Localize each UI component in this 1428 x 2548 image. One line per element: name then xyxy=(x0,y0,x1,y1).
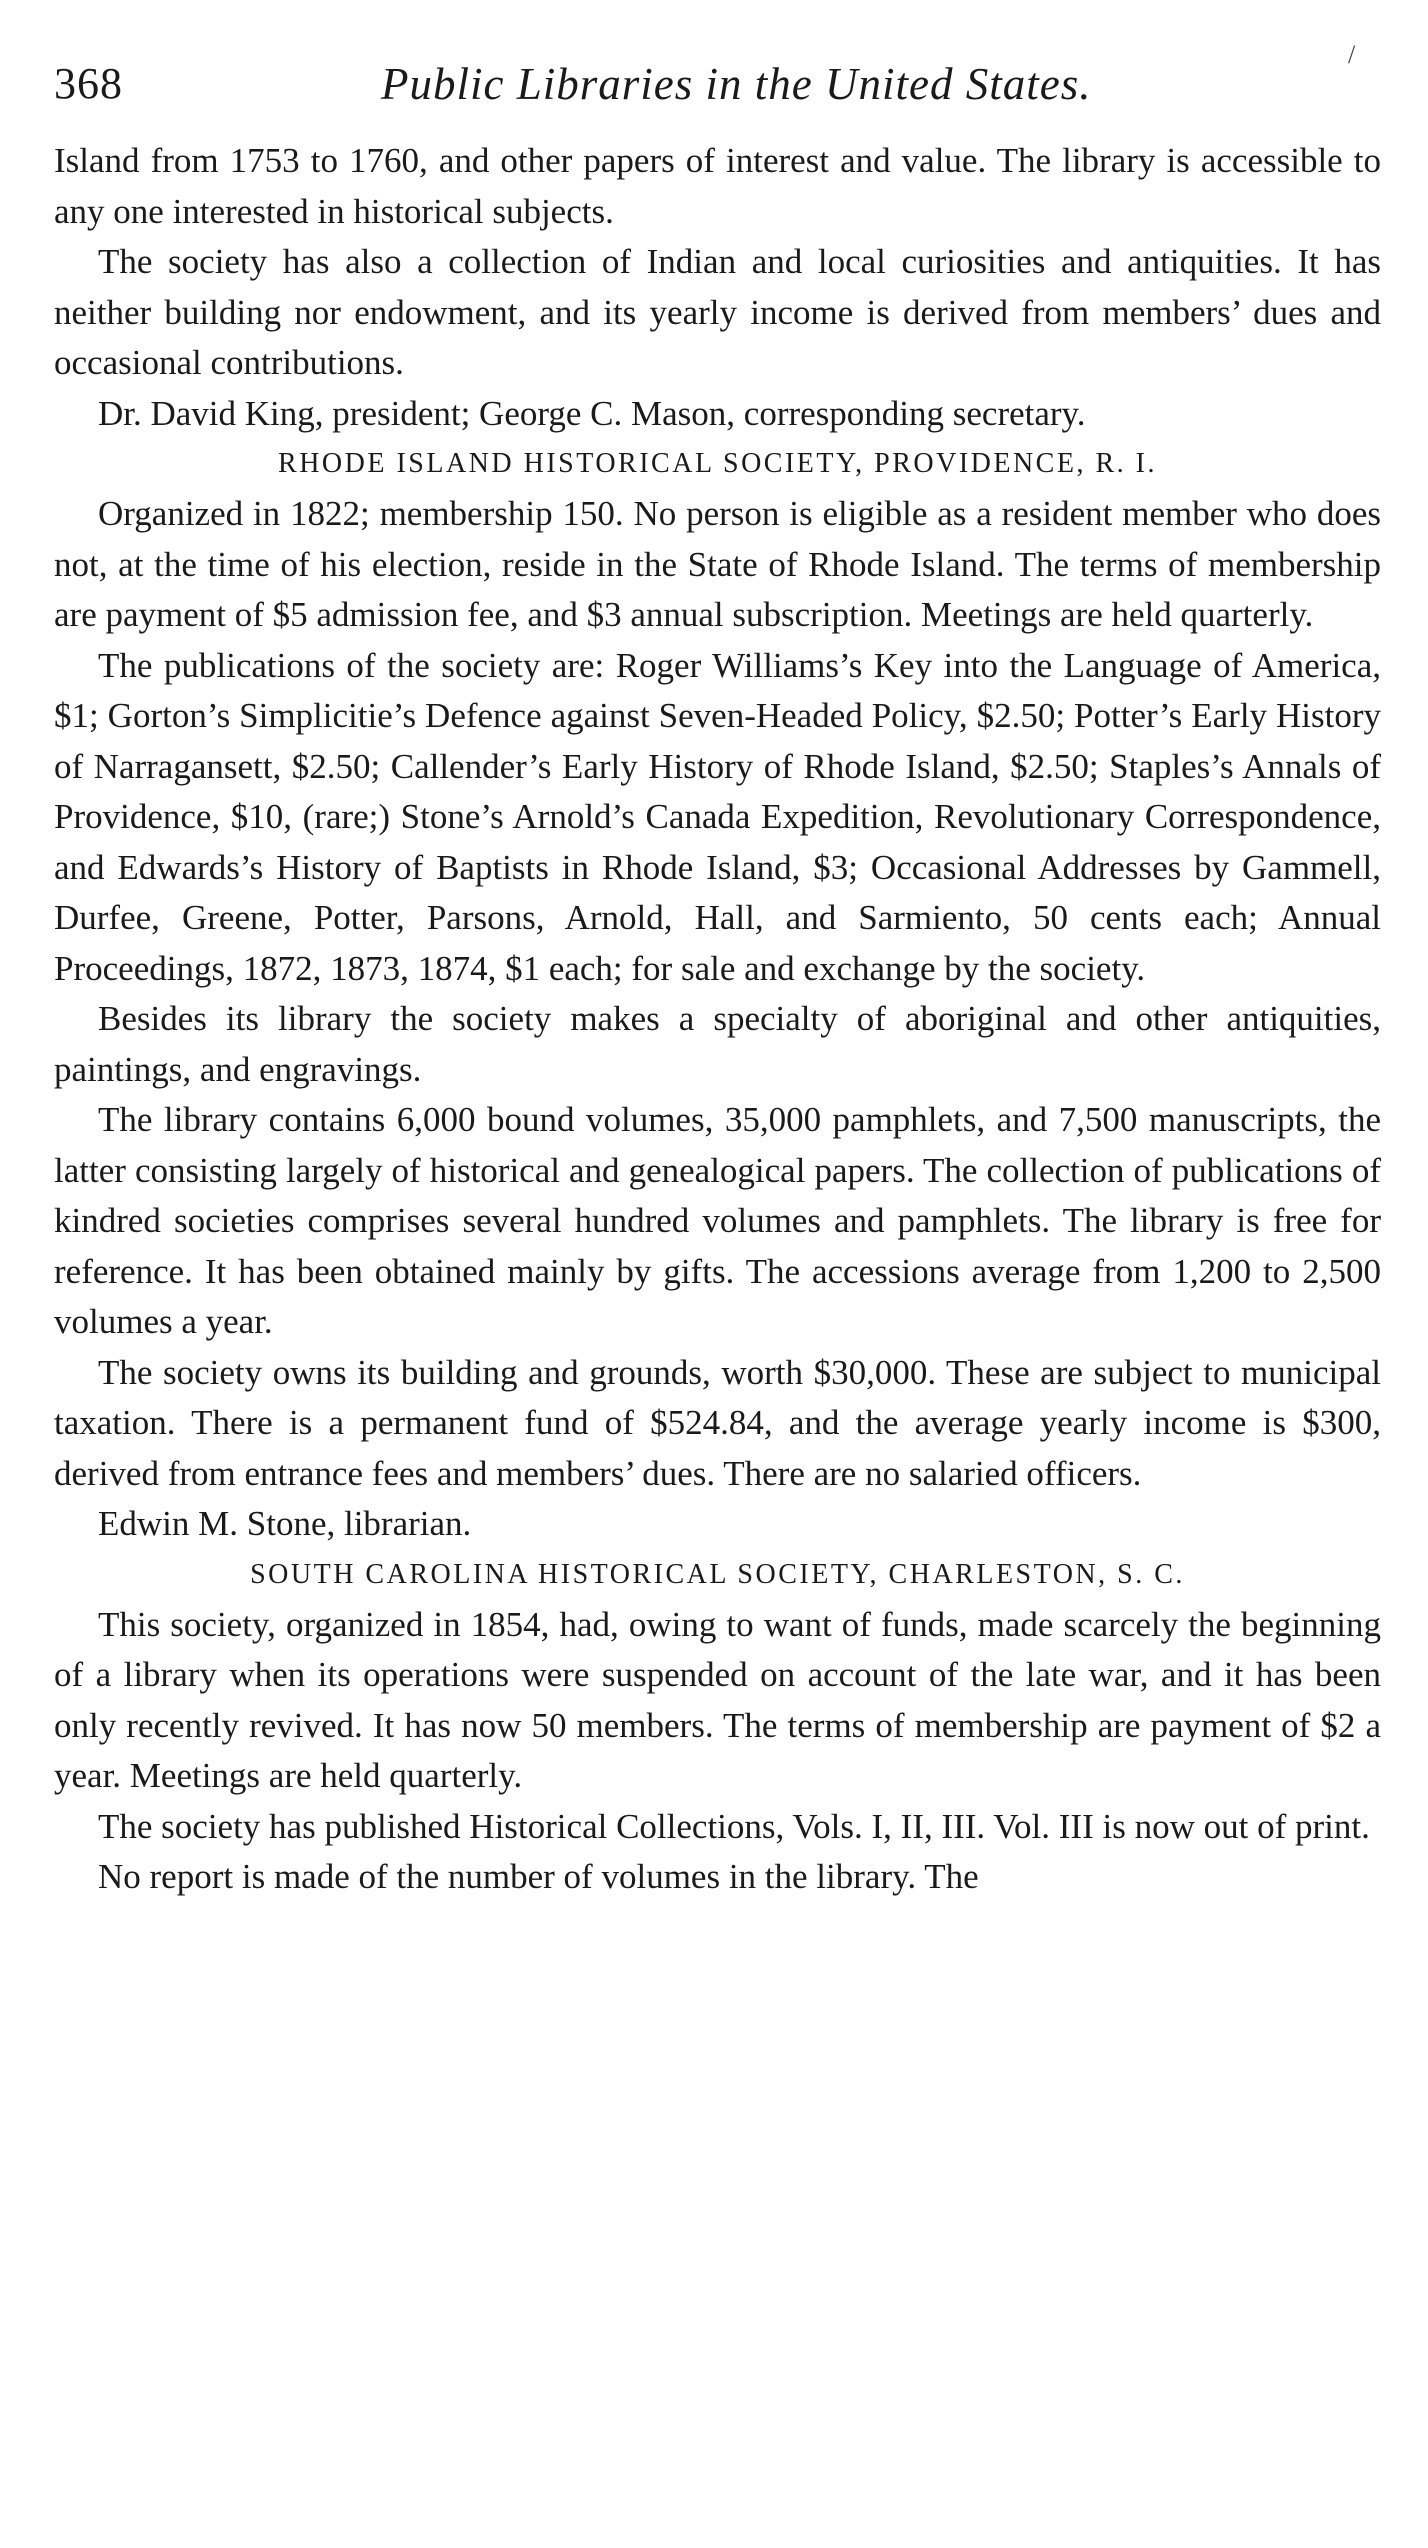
librarian-line: Edwin M. Stone, librarian. xyxy=(98,1504,472,1543)
running-title: Public Libraries in the United States. xyxy=(381,59,1092,109)
paragraph: Island from 1753 to 1760, and other papers of interest and value. The library is accessible to any one interested in historical subjects. xyxy=(54,141,1381,231)
paragraph: The library contains 6,000 bound volumes, 35,000 pamphlets, and 7,500 manuscripts, the latter consisting largely of historical and genealogical papers. The collection of publications of kindred societies comprises several hundred volumes and pamphlets. The library is free for reference. It has been obtained mainly by gifts. The accessions average from 1,200 to 2,500 volumes a year. xyxy=(54,1100,1381,1341)
body-text xyxy=(54,136,1381,1903)
paragraph: The society owns its building and grounds, worth $30,000. These are subject to municipal taxation. There is a permanent fund of $524.84, and the average yearly income is $300, derived from entrance fees and members’ dues. There are no salaried officers. xyxy=(54,1352,1381,1493)
section-heading-south-carolina: SOUTH CAROLINA HISTORICAL SOCIETY, CHARLESTON, S. C. xyxy=(250,1558,1185,1590)
stray-mark: / xyxy=(1348,40,1356,69)
paragraph: This society, organized in 1854, had, owing to want of funds, made scarcely the beginning of a library when its operations were suspended on account of the late war, and it has been only recently revived. It has now 50 members. The terms of membership are payment of $2 a year. Meetings are held quarterly. xyxy=(54,1604,1381,1795)
paragraph: Organized in 1822; membership 150. No person is eligible as a resident member who does not, at the time of his election, reside in the State of Rhode Island. The terms of membership are payment of $5 admission fee, and $3 annual subscription. Meetings are held quarterly. xyxy=(54,494,1381,634)
paragraph: The society has published Historical Collections, Vols. I, II, III. Vol. III is now out of print. xyxy=(98,1806,1370,1846)
paragraph: Dr. David King, president; George C. Mason, corresponding secretary. xyxy=(98,393,1086,433)
page-number: 368 xyxy=(54,59,123,108)
paragraph: Besides its library the society makes a specialty of aboriginal and other antiquities, paintings, and engravings. xyxy=(54,999,1381,1089)
running-header xyxy=(54,58,1374,118)
paragraph: The society has also a collection of Indian and local curiosities and antiquities. It has neither building nor endowment, and its yearly income is derived from members’ dues and occasional contributions. xyxy=(54,242,1381,382)
paragraph: The publications of the society are: Roger Williams’s Key into the Language of America, $1; Gorton’s Simplicitie’s Defence against Seven-Headed Policy, $2.50; Potter’s Early History of Narragansett, $2.50; Callender’s Early History of Rhode Island, $2.50; Staples’s Annals of Providence, $10, (rare;) Stone’s Arnold’s Canada Expedition, Revolutionary Correspondence, and Edwards’s History of Baptists in Rhode Island, $3; Occasional Addresses by Gammell, Durfee, Greene, Potter, Parsons, Arnold, Hall, and Sarmiento, 50 cents each; Annual Proceedings, 1872, 1873, 1874, $1 each; for sale and exchange by the society. xyxy=(54,645,1381,988)
paragraph: No report is made of the number of volumes in the library. The xyxy=(98,1857,979,1896)
section-heading-rhode-island: RHODE ISLAND HISTORICAL SOCIETY, PROVIDENCE, R. I. xyxy=(278,448,1157,479)
